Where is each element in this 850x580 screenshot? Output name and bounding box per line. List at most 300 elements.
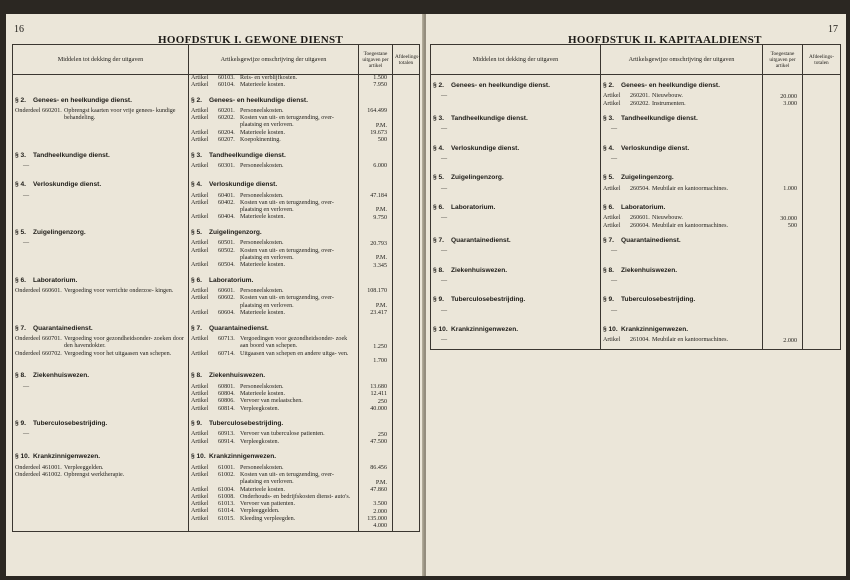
line-text: Personeelskosten. xyxy=(240,288,284,295)
line-kind: Artikel xyxy=(191,137,209,144)
section-label: Ziekenhuiswezen. xyxy=(621,266,678,274)
line-kind: Artikel xyxy=(191,501,209,508)
amount-blank xyxy=(361,115,390,122)
line-code: 61008. xyxy=(218,493,235,500)
middelen-cell xyxy=(13,270,189,318)
section-label: Krankzinnigenwezen. xyxy=(451,325,519,333)
line-text: Uitgaasen van schepen en andere uitga- ven. xyxy=(240,350,349,357)
section-title xyxy=(433,267,598,274)
section-number: § 3. xyxy=(603,115,614,123)
line-code: 60401. xyxy=(218,192,235,199)
line-kind: Artikel xyxy=(603,222,621,229)
section-row xyxy=(431,260,841,290)
omschrijving-line xyxy=(603,215,760,222)
amount-value: 23.417 xyxy=(370,310,387,317)
amount-value: P.M. xyxy=(375,255,387,262)
section-number: § 5. xyxy=(603,174,614,182)
line-text: Materieele kosten. xyxy=(240,310,286,317)
line-kind: Artikel xyxy=(191,471,209,478)
line-kind: Artikel xyxy=(191,162,209,169)
totalen-cell xyxy=(393,222,420,270)
section-row xyxy=(13,270,420,318)
toegestane-cell xyxy=(763,197,803,230)
amount-value: P.M. xyxy=(375,207,387,214)
section-number: § 10. xyxy=(433,325,448,333)
omschrijving-line xyxy=(603,223,760,230)
section-number: § 8. xyxy=(15,372,26,380)
section-row xyxy=(13,75,420,90)
section-label: Quarantainedienst. xyxy=(33,324,93,332)
omschrijving-line xyxy=(191,310,356,317)
section-number: § 6. xyxy=(191,276,202,284)
omschrijving-cell xyxy=(601,197,763,230)
totalen-cell xyxy=(393,145,420,175)
amount-spacer xyxy=(765,75,800,94)
section-number: § 3. xyxy=(15,151,26,159)
middelen-cell xyxy=(431,289,601,319)
amount-spacer xyxy=(361,318,390,337)
section-number: § 9. xyxy=(433,296,444,304)
line-text: Vergoeding voor het uitgaasen van schepen. xyxy=(64,350,172,357)
line-code: 60602. xyxy=(218,295,235,302)
line-code: 60804. xyxy=(218,390,235,397)
section-label: Zuigelingenzorg. xyxy=(209,229,262,237)
amount-value: 1.250 xyxy=(373,343,387,350)
section-label: Krankzinnigenwezen. xyxy=(621,325,689,333)
omschrijving-line xyxy=(191,508,356,515)
section-number: § 7. xyxy=(15,324,26,332)
section-title xyxy=(191,372,356,379)
section-title xyxy=(433,145,598,152)
line-text: Verpleeggelden. xyxy=(64,464,104,471)
line-kind: Artikel xyxy=(191,350,209,357)
section-number: § 2. xyxy=(191,96,202,104)
omschrijving-line xyxy=(603,337,760,344)
line-text: Meubilair en kantoormachines. xyxy=(652,337,728,344)
section-number: § 10. xyxy=(15,453,30,461)
omschrijving-line xyxy=(191,472,356,487)
omschrijving-line xyxy=(191,75,356,82)
line-text: Koepokinenting. xyxy=(240,137,281,144)
line-code: 61013. xyxy=(218,501,235,508)
section-label: Zuigelingenzorg. xyxy=(621,174,674,182)
omschrijving-line xyxy=(191,406,356,413)
amount-spacer xyxy=(361,270,390,289)
line-code: 660201. xyxy=(42,107,62,114)
amount-spacer xyxy=(361,90,390,109)
section-number: § 7. xyxy=(603,237,614,245)
section-title xyxy=(433,204,598,211)
omschrijving-line xyxy=(191,108,356,115)
header-toegestane: Toegestane uitgaven per artikel xyxy=(763,45,803,75)
middelen-cell xyxy=(431,197,601,230)
empty-dash: — xyxy=(23,162,30,169)
line-kind: Artikel xyxy=(603,100,621,107)
empty-dash: — xyxy=(441,307,448,314)
amount-value: 500 xyxy=(377,137,387,144)
line-code: 60914. xyxy=(218,438,235,445)
section-row xyxy=(431,167,841,197)
line-text: Nieuwbouw. xyxy=(652,215,683,222)
omschrijving-line xyxy=(191,465,356,472)
omschrijving-line xyxy=(191,431,356,438)
empty-dash: — xyxy=(611,307,618,314)
section-row xyxy=(431,230,841,260)
header-totalen: Afdeelings-totalen xyxy=(393,45,420,75)
line-kind: Artikel xyxy=(603,337,621,344)
section-title xyxy=(603,296,760,303)
section-label: Laboratorium. xyxy=(33,276,78,284)
section-number: § 9. xyxy=(15,420,26,428)
toegestane-cell xyxy=(359,90,393,145)
section-title xyxy=(15,453,186,460)
line-code: 61014. xyxy=(218,508,235,515)
middelen-cell xyxy=(13,75,189,90)
section-title xyxy=(603,174,760,181)
section-title xyxy=(191,420,356,427)
omschrijving-cell xyxy=(601,319,763,349)
omschrijving-line xyxy=(191,516,356,523)
amount-value: 30.000 xyxy=(780,215,797,222)
line-kind: Artikel xyxy=(191,493,209,500)
section-title xyxy=(603,204,760,211)
section-title xyxy=(191,97,356,104)
line-kind: Artikel xyxy=(191,390,209,397)
omschrijving-cell xyxy=(189,318,359,366)
line-kind: Artikel xyxy=(191,214,209,221)
amount-value: 20.000 xyxy=(780,93,797,100)
section-label: Tuberculosebestrijding. xyxy=(33,420,108,428)
section-title xyxy=(603,267,760,274)
middelen-cell xyxy=(431,75,601,109)
line-kind: Artikel xyxy=(191,199,209,206)
amount-spacer xyxy=(361,222,390,241)
line-text: Opbrengst kaarten voor vrije genees- kundige behandeling. xyxy=(64,107,176,122)
amount-blank xyxy=(361,472,390,479)
toegestane-cell xyxy=(359,446,393,531)
section-label: Tuberculosebestrijding. xyxy=(621,296,696,304)
amount-spacer xyxy=(765,138,800,157)
header-omschrijving: Artikelsgewijze omschrijving der uitgaven xyxy=(601,45,763,75)
empty-dash: — xyxy=(23,240,30,247)
amount-value: P.M. xyxy=(375,303,387,310)
omschrijving-cell xyxy=(189,270,359,318)
section-number: § 4. xyxy=(433,144,444,152)
section-row xyxy=(431,319,841,349)
section-number: § 2. xyxy=(603,82,614,89)
middelen-cell xyxy=(431,319,601,349)
omschrijving-line xyxy=(191,130,356,137)
amount-value: 86.456 xyxy=(370,464,387,471)
line-code: 60806. xyxy=(218,398,235,405)
line-code: 660601. xyxy=(42,288,62,295)
omschrijving-line xyxy=(191,115,356,130)
page-title: HOOFDSTUK I. GEWONE DIENST xyxy=(158,34,344,46)
line-kind: Artikel xyxy=(191,508,209,515)
omschrijving-cell xyxy=(601,230,763,260)
line-code: 60604. xyxy=(218,310,235,317)
empty-dash: — xyxy=(611,278,618,285)
totalen-cell xyxy=(393,174,420,222)
middelen-cell xyxy=(431,260,601,290)
amount-value: 1.700 xyxy=(373,358,387,365)
section-label: Zuigelingenzorg. xyxy=(451,174,504,182)
line-text: Materieele kosten. xyxy=(240,214,286,221)
middelen-cell xyxy=(13,318,189,366)
line-kind: Artikel xyxy=(603,215,621,222)
line-code: 61002. xyxy=(218,471,235,478)
omschrijving-line xyxy=(191,288,356,295)
totalen-cell xyxy=(803,289,841,319)
section-label: Ziekenhuiswezen. xyxy=(451,266,508,274)
line-code: 60814. xyxy=(218,405,235,412)
section-row xyxy=(13,413,420,446)
omschrijving-line xyxy=(191,200,356,215)
toegestane-cell xyxy=(763,138,803,168)
section-label: Tuberculosebestrijding. xyxy=(209,420,284,428)
section-title xyxy=(433,115,598,122)
toegestane-cell xyxy=(359,174,393,222)
totalen-cell xyxy=(803,230,841,260)
omschrijving-line xyxy=(603,186,760,193)
line-kind: Artikel xyxy=(191,288,209,295)
totalen-cell xyxy=(803,138,841,168)
section-number: § 6. xyxy=(15,276,26,284)
amount-spacer xyxy=(361,174,390,193)
section-number: § 6. xyxy=(433,203,444,211)
line-text: Opbrengst werktherapie. xyxy=(64,471,125,478)
line-kind: Artikel xyxy=(191,335,209,342)
totalen-cell xyxy=(393,365,420,413)
line-code: 61004. xyxy=(218,486,235,493)
left-page xyxy=(6,14,424,576)
amount-blank xyxy=(361,248,390,255)
line-code: 60601. xyxy=(218,288,235,295)
middelen-line xyxy=(15,351,186,358)
page-title: HOOFDSTUK II. KAPITAALDIENST xyxy=(568,34,762,46)
empty-dash: — xyxy=(441,156,448,163)
line-text: Vergoeding voor verrichte onderzoe- kingen. xyxy=(64,288,174,295)
section-label: Laboratorium. xyxy=(621,203,666,211)
amount-value: 1.500 xyxy=(373,75,387,81)
section-title xyxy=(603,145,760,152)
line-text: Materieele kosten. xyxy=(240,129,286,136)
section-title xyxy=(191,229,356,236)
section-title xyxy=(433,326,598,333)
totalen-cell xyxy=(393,90,420,145)
section-row xyxy=(431,289,841,319)
omschrijving-cell xyxy=(601,75,763,109)
section-title xyxy=(15,325,186,332)
section-number: § 3. xyxy=(191,151,202,159)
line-code: 60502. xyxy=(218,247,235,254)
section-title xyxy=(191,152,356,159)
totalen-cell xyxy=(803,319,841,349)
omschrijving-line xyxy=(191,494,356,501)
amount-value: 7.950 xyxy=(373,82,387,89)
omschrijving-line xyxy=(191,336,356,351)
line-text: Personeelskosten. xyxy=(240,107,284,114)
line-code: 60202. xyxy=(218,115,235,122)
toegestane-cell xyxy=(763,75,803,109)
section-title xyxy=(15,420,186,427)
toegestane-cell xyxy=(763,260,803,290)
line-code: 461002. xyxy=(42,471,62,478)
section-row xyxy=(13,174,420,222)
line-code: 260601. xyxy=(630,215,650,222)
amount-value: 3.500 xyxy=(373,501,387,508)
toegestane-cell xyxy=(359,222,393,270)
section-label: Genees- en heelkundige dienst. xyxy=(451,82,550,89)
line-code: 60713. xyxy=(218,335,235,342)
middelen-cell xyxy=(431,167,601,197)
section-label: Zuigelingenzorg. xyxy=(33,229,86,237)
section-number: § 9. xyxy=(191,420,202,428)
line-kind: Onderdeel xyxy=(15,335,41,342)
page-number: 16 xyxy=(14,24,24,35)
section-label: Krankzinnigenwezen. xyxy=(209,453,277,461)
empty-dash: — xyxy=(23,192,30,199)
amount-value: 500 xyxy=(787,222,797,229)
line-code: 60103. xyxy=(218,75,235,81)
empty-dash: — xyxy=(441,185,448,192)
section-number: § 6. xyxy=(603,203,614,211)
section-row xyxy=(13,222,420,270)
header-totalen: Afdeelings-totalen xyxy=(803,45,841,75)
section-title xyxy=(433,237,598,244)
middelen-line xyxy=(15,336,186,351)
middelen-line xyxy=(15,465,186,472)
section-label: Krankzinnigenwezen. xyxy=(33,453,101,461)
amount-value: 20.793 xyxy=(370,240,387,247)
section-number: § 4. xyxy=(15,181,26,189)
section-label: Quarantainedienst. xyxy=(209,324,269,332)
line-code: 60913. xyxy=(218,431,235,438)
line-kind: Artikel xyxy=(191,107,209,114)
line-code: 60301. xyxy=(218,162,235,169)
section-number: § 10. xyxy=(191,453,206,461)
toegestane-cell xyxy=(359,365,393,413)
section-title xyxy=(15,277,186,284)
section-number: § 5. xyxy=(15,229,26,237)
omschrijving-cell xyxy=(601,167,763,197)
section-title xyxy=(191,181,356,188)
section-label: Ziekenhuiswezen. xyxy=(209,372,266,380)
section-row xyxy=(13,365,420,413)
section-title xyxy=(603,326,760,333)
amount-blank xyxy=(361,336,390,343)
section-title xyxy=(15,372,186,379)
section-row xyxy=(13,318,420,366)
section-title xyxy=(15,97,186,104)
section-title xyxy=(433,174,598,181)
line-kind: Artikel xyxy=(191,75,209,81)
line-text: Verpleeggelden. xyxy=(240,508,280,515)
section-title xyxy=(15,229,186,236)
amount-value: 9.750 xyxy=(373,214,387,221)
middelen-line xyxy=(15,288,186,295)
middelen-cell xyxy=(13,365,189,413)
totalen-cell xyxy=(393,75,420,90)
line-code: 60501. xyxy=(218,240,235,247)
section-label: Quarantainedienst. xyxy=(621,237,681,245)
omschrijving-line xyxy=(191,82,356,89)
line-code: 60801. xyxy=(218,383,235,390)
section-label: Tandheelkundige dienst. xyxy=(621,115,698,123)
line-code: 60404. xyxy=(218,214,235,221)
line-kind: Artikel xyxy=(191,398,209,405)
section-title xyxy=(15,181,186,188)
section-number: § 8. xyxy=(191,372,202,380)
amount-spacer xyxy=(765,230,800,249)
amount-spacer xyxy=(361,365,390,384)
line-kind: Artikel xyxy=(191,192,209,199)
totalen-cell xyxy=(803,197,841,230)
omschrijving-line xyxy=(191,137,356,144)
line-code: 260604. xyxy=(630,222,650,229)
totalen-cell xyxy=(393,318,420,366)
section-row xyxy=(431,108,841,138)
empty-dash: — xyxy=(441,337,448,344)
omschrijving-line xyxy=(191,214,356,221)
line-kind: Artikel xyxy=(191,431,209,438)
empty-dash: — xyxy=(23,431,30,438)
section-row xyxy=(13,90,420,145)
line-code: 261004. xyxy=(630,337,650,344)
line-kind: Artikel xyxy=(191,115,209,122)
section-label: Tuberculosebestrijding. xyxy=(451,296,526,304)
line-text: Instrumenten. xyxy=(652,100,686,107)
empty-dash: — xyxy=(611,248,618,255)
line-code: 660701. xyxy=(42,335,62,342)
amount-spacer xyxy=(361,446,390,465)
section-title xyxy=(191,325,356,332)
line-text: Personeelskosten. xyxy=(240,240,284,247)
amount-spacer xyxy=(765,197,800,216)
amount-value: P.M. xyxy=(375,122,387,129)
section-number: § 2. xyxy=(15,96,26,104)
line-text: Kosten van uit- en terugzending, over- plaatsing en verloven. xyxy=(240,295,334,309)
section-title xyxy=(433,296,598,303)
middelen-cell xyxy=(431,138,601,168)
totalen-cell xyxy=(803,75,841,109)
line-kind: Artikel xyxy=(191,310,209,317)
amount-spacer xyxy=(765,108,800,127)
line-text: Personeelskosten. xyxy=(240,162,284,169)
line-kind: Artikel xyxy=(603,93,621,100)
line-text: Personeelskosten. xyxy=(240,192,284,199)
omschrijving-cell xyxy=(601,289,763,319)
amount-value: 40.000 xyxy=(370,405,387,412)
toegestane-cell xyxy=(763,289,803,319)
amount-value: 1.000 xyxy=(783,185,797,192)
omschrijving-line xyxy=(191,262,356,269)
totalen-cell xyxy=(803,167,841,197)
omschrijving-line xyxy=(191,487,356,494)
omschrijving-line xyxy=(191,439,356,446)
amount-value: 108.170 xyxy=(367,288,387,295)
amount-blank xyxy=(361,494,390,501)
line-kind: Artikel xyxy=(191,82,209,89)
line-kind: Onderdeel xyxy=(15,288,41,295)
toegestane-cell xyxy=(359,270,393,318)
middelen-cell xyxy=(13,90,189,145)
toegestane-cell xyxy=(359,75,393,90)
page-number: 17 xyxy=(828,24,838,35)
line-text: Personeelskosten. xyxy=(240,383,284,390)
omschrijving-cell xyxy=(189,90,359,145)
amount-value: 47.500 xyxy=(370,439,387,446)
